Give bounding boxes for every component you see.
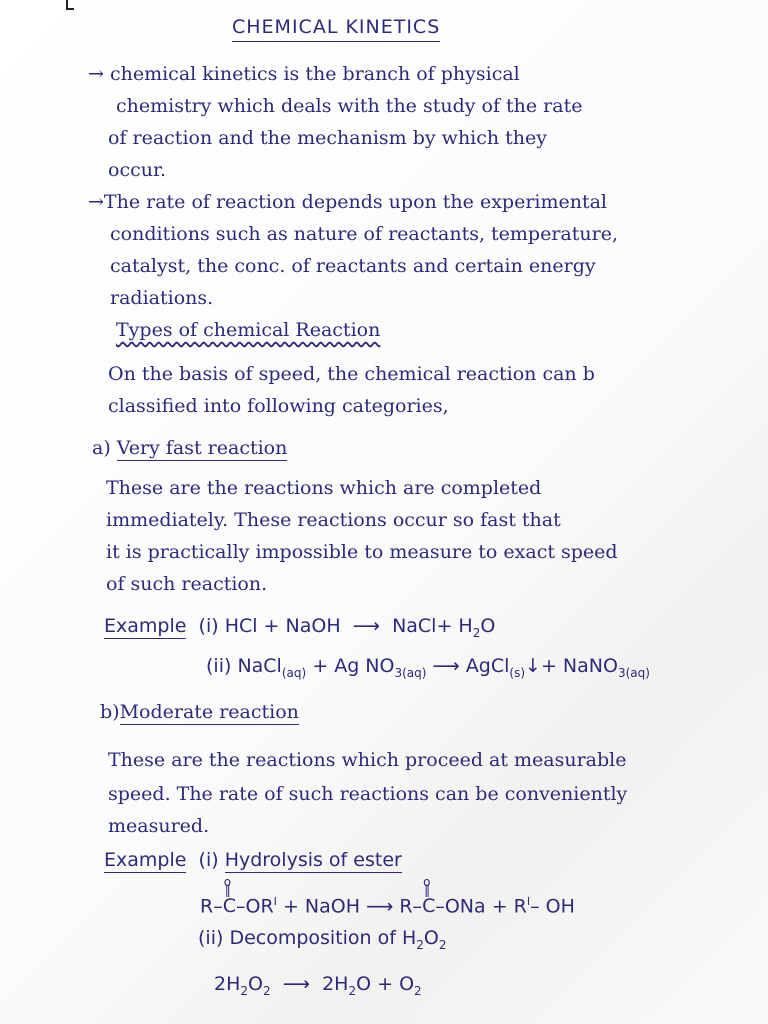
carbonyl-carbon-1: o C ‖: [223, 894, 236, 918]
moderate-line-1: These are the reactions which proceed at measurable: [108, 749, 627, 771]
corner-mark: [66, 0, 74, 10]
moderate-heading: [100, 700, 299, 724]
intro-line-7: catalyst, the conc. of reactants and certain energy: [110, 255, 596, 277]
fast-ex1-arrow: ⟶: [352, 615, 380, 637]
fast-ex2-plus: +: [312, 655, 329, 677]
fast-ex1-lhs: HCl + NaOH: [224, 615, 341, 637]
peroxide-decomposition-equation: $2H_2O_2$ ⟶ $2H_2O + O_2$: [214, 973, 422, 998]
peroxide-arrow: ⟶: [282, 973, 310, 995]
fast-heading: [92, 436, 287, 460]
fast-ex1-num: (i): [198, 615, 219, 637]
moderate-example-label: Example: [104, 849, 187, 871]
carbonyl-carbon-2: o C ‖: [422, 894, 435, 918]
moderate-ex2-label: Decomposition of $H_2O_2$: [229, 927, 447, 952]
fast-line-1: These are the reactions which are completed: [106, 477, 542, 499]
moderate-example-1: [104, 848, 402, 872]
fast-heading-prefix: a): [92, 437, 111, 459]
fast-ex2-rhs: AgCl$_{(s)}$↓+ NaNO$_{3(aq)}$: [465, 655, 650, 680]
intro-line-1: → chemical kinetics is the branch of physical: [88, 63, 520, 85]
types-line-2: classified into following categories,: [108, 395, 449, 417]
intro-line-6: conditions such as nature of reactants, temperature,: [110, 223, 618, 245]
ester-hydrolysis-equation: R–o C $‖-OR^I$ + NaOH ⟶ R–o C ‖–ONa + $R^I-$ OH: [200, 890, 575, 918]
fast-ex2-num: (ii): [206, 655, 232, 677]
moderate-heading-text: Moderate reaction: [119, 701, 299, 723]
intro-line-8: radiations.: [110, 287, 214, 309]
types-heading: Types of chemical Reaction: [116, 319, 381, 341]
moderate-ex2-num: (ii): [198, 927, 224, 949]
moderate-line-3: measured.: [108, 815, 210, 837]
moderate-example-2: [198, 926, 447, 957]
moderate-ex1-label: Hydrolysis of ester: [224, 849, 402, 871]
fast-ex2-lhs-b: Ag $NO_{3(aq)}$: [334, 655, 427, 680]
moderate-ex1-num: (i): [198, 849, 219, 871]
fast-ex1-rhs: NaCl+ $H_2O$: [392, 615, 496, 640]
fast-line-2: immediately. These reactions occur so fast that: [106, 509, 561, 531]
moderate-heading-prefix: b): [100, 701, 120, 723]
fast-example-label: Example: [104, 615, 187, 637]
intro-line-4: occur.: [108, 159, 166, 181]
ester-arrow: ⟶: [366, 895, 394, 918]
fast-line-4: of such reaction.: [106, 573, 268, 595]
fast-ex2-lhs-a: NaCl$_{(aq)}$: [237, 655, 307, 680]
intro-line-5: →The rate of reaction depends upon the experimental: [88, 191, 608, 213]
page-title: CHEMICAL KINETICS: [232, 15, 440, 42]
fast-heading-text: Very fast reaction: [116, 437, 288, 459]
moderate-line-2: speed. The rate of such reactions can be conveniently: [108, 783, 628, 805]
intro-line-3: of reaction and the mechanism by which they: [108, 127, 548, 149]
fast-ex2-arrow: ⟶: [432, 655, 460, 677]
fast-example-1: [104, 614, 495, 645]
fast-example-2: [206, 654, 650, 685]
intro-line-2: chemistry which deals with the study of the rate: [116, 95, 583, 117]
fast-line-3: it is practically impossible to measure to exact speed: [106, 541, 618, 563]
types-line-1: On the basis of speed, the chemical reaction can b: [108, 363, 595, 385]
